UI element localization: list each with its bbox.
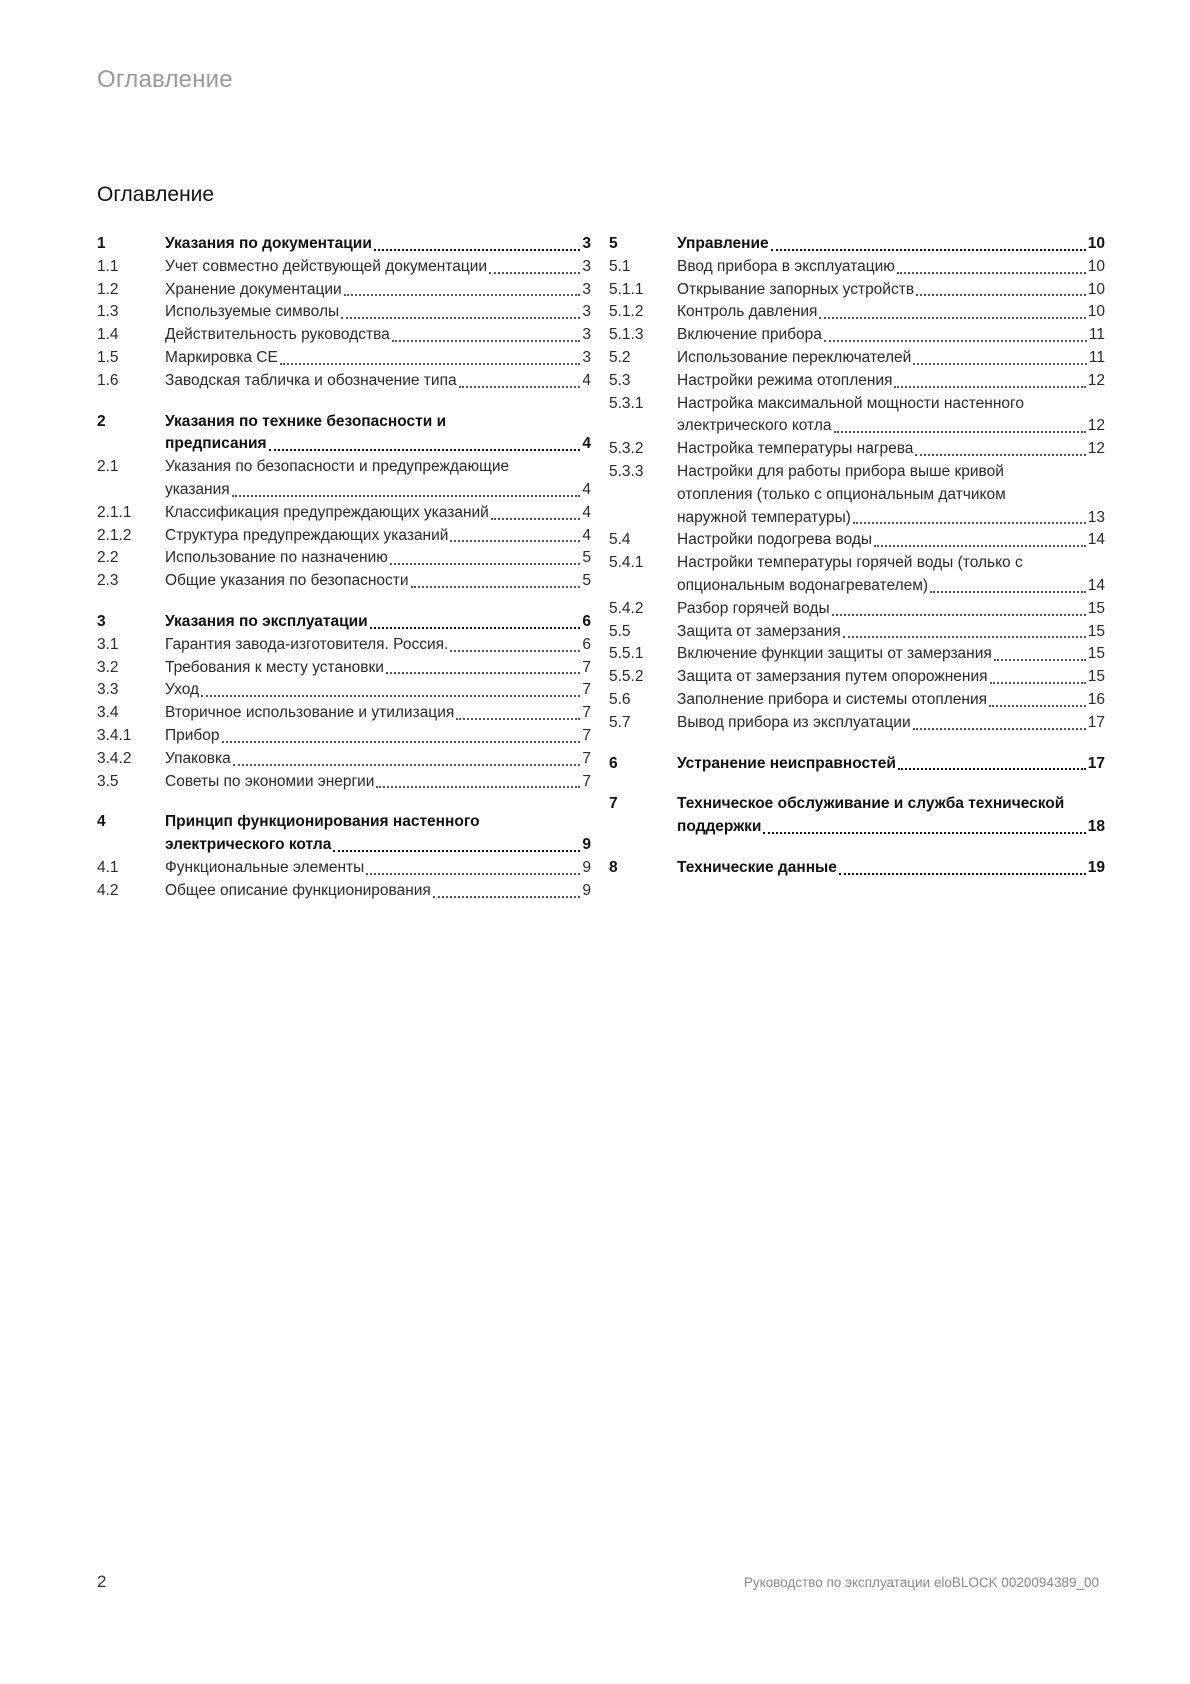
- toc-entry-number: 5.3.1: [609, 394, 644, 412]
- toc-entry-number: 2.1: [97, 458, 119, 476]
- toc-entry[interactable]: [97, 857, 591, 880]
- toc-entry[interactable]: [97, 502, 591, 525]
- toc-entry-body: [165, 748, 591, 771]
- toc-entry-body: [165, 880, 591, 903]
- toc-entry[interactable]: [97, 771, 591, 794]
- toc-page-number: 3: [582, 280, 591, 298]
- toc-entry-number: 1.3: [97, 303, 119, 321]
- toc-entry-body: [677, 301, 1105, 324]
- toc-dot-leader: [450, 649, 580, 652]
- toc-entry[interactable]: [609, 256, 1105, 279]
- toc-entry-body: [677, 666, 1105, 689]
- toc-entry-title: Включение функции защиты от замерзания: [677, 645, 992, 663]
- toc-entry-number: 3.3: [97, 681, 119, 699]
- toc-entry[interactable]: [609, 666, 1105, 689]
- toc-entry[interactable]: [97, 679, 591, 702]
- toc-dot-leader: [222, 740, 581, 743]
- toc-dot-leader: [489, 271, 580, 274]
- toc-entry-number: 5.4.2: [609, 599, 644, 617]
- toc-entry-body: [165, 657, 591, 680]
- toc-dot-leader: [853, 521, 1086, 524]
- toc-entry-body: [677, 643, 1105, 666]
- toc-entry[interactable]: [97, 301, 591, 324]
- toc-page-number: 15: [1087, 599, 1105, 617]
- toc-page-number: 14: [1087, 531, 1105, 549]
- toc-entry-title: Управление: [677, 235, 769, 252]
- toc-chapter-entry[interactable]: [609, 857, 1105, 880]
- toc-entry-body: [165, 525, 591, 548]
- toc-entry[interactable]: [97, 347, 591, 370]
- toc-page-number: 7: [582, 658, 591, 676]
- toc-entry-title: Указания по эксплуатации: [165, 612, 368, 630]
- toc-entry-body: [677, 857, 1105, 880]
- toc-page-number: 13: [1087, 508, 1105, 526]
- toc-page-number: 15: [1087, 645, 1105, 663]
- toc-entry-body: [677, 233, 1105, 256]
- toc-entry-title: электрического котла: [677, 417, 832, 435]
- toc-dot-leader: [433, 895, 581, 898]
- toc-entry-title: Учет совместно действующей документации: [165, 257, 488, 275]
- toc-entry-number: 4.1: [97, 858, 119, 876]
- toc-page-number: 6: [582, 612, 591, 630]
- toc-dot-leader: [763, 831, 1085, 834]
- toc-entry[interactable]: [97, 456, 591, 502]
- toc-dot-leader: [913, 362, 1087, 365]
- toc-entry-title: Принцип функционирования настенного: [165, 813, 480, 831]
- toc-entry-title: Использование по назначению: [165, 549, 388, 567]
- toc-entry-body: [165, 679, 591, 702]
- toc-page-number: 4: [582, 371, 591, 389]
- toc-entry-body: [165, 725, 591, 748]
- toc-entry-title: Настройка температуры нагрева: [677, 440, 914, 458]
- toc-entry[interactable]: [609, 598, 1105, 621]
- toc-entry-number: 3: [97, 612, 106, 630]
- toc-entry-title: Вторичное использование и утилизация: [165, 704, 455, 722]
- running-header: Оглавление: [97, 66, 233, 93]
- toc-entry[interactable]: [609, 301, 1105, 324]
- toc-entry-title: Вывод прибора из эксплуатации: [677, 713, 911, 731]
- toc-entry-title: Указания по документации: [165, 235, 372, 252]
- toc-page-number: 12: [1087, 371, 1105, 389]
- toc-dot-leader: [839, 872, 1086, 875]
- toc-entry-body: [677, 461, 1105, 529]
- toc-page-number: 10: [1087, 303, 1105, 321]
- toc-page-number: 7: [582, 749, 591, 767]
- toc-entry-title: Структура предупреждающих указаний: [165, 526, 449, 544]
- toc-page-number: 18: [1087, 818, 1105, 836]
- toc-entry[interactable]: [97, 570, 591, 593]
- toc-entry-number: 2.3: [97, 572, 119, 590]
- toc-page-number: 7: [582, 772, 591, 790]
- toc-page-number: 5: [582, 549, 591, 567]
- toc-entry[interactable]: [97, 748, 591, 771]
- toc-entry-body: [165, 347, 591, 370]
- toc-entry-body: [165, 324, 591, 347]
- toc-dot-leader: [989, 704, 1086, 707]
- toc-dot-leader: [994, 658, 1086, 661]
- toc-page-number: 9: [582, 836, 591, 854]
- toc-page-number: 10: [1087, 235, 1105, 252]
- toc-entry[interactable]: [609, 621, 1105, 644]
- toc-entry-number: 5.4: [609, 531, 631, 549]
- toc-entry-body: [677, 621, 1105, 644]
- toc-entry-body: [165, 611, 591, 634]
- toc-page-number: 5: [582, 572, 591, 590]
- toc-page-number: 19: [1087, 858, 1105, 876]
- toc-entry-title: Заполнение прибора и системы отопления: [677, 690, 988, 708]
- toc-chapter-entry[interactable]: [97, 233, 591, 256]
- toc-entry-body: [677, 598, 1105, 621]
- toc-entry-number: 5.3.2: [609, 440, 644, 458]
- toc-entry-body: [165, 256, 591, 279]
- toc-entry-body: [677, 689, 1105, 712]
- toc-entry[interactable]: [97, 634, 591, 657]
- toc-entry-number: 3.1: [97, 635, 119, 653]
- toc-entry-number: 3.5: [97, 772, 119, 790]
- toc-entry-title: Контроль давления: [677, 303, 818, 321]
- toc-page-number: 10: [1087, 280, 1105, 298]
- toc-page-number: 15: [1087, 622, 1105, 640]
- toc-entry[interactable]: [609, 461, 1105, 529]
- toc-entry-number: 1: [97, 235, 106, 252]
- toc-dot-leader: [834, 430, 1086, 433]
- toc-entry-title: Классификация предупреждающих указаний: [165, 503, 489, 521]
- toc-entry-body: [677, 256, 1105, 279]
- toc-entry-number: 1.4: [97, 326, 119, 344]
- toc-dot-leader: [894, 385, 1085, 388]
- toc-entry-title: Настройка максимальной мощности настенного: [677, 394, 1024, 412]
- toc-page-number: 3: [582, 303, 591, 321]
- toc-entry-title: Используемые символы: [165, 303, 340, 321]
- toc-entry-title: Настройки для работы прибора выше кривой: [677, 462, 1004, 480]
- toc-entry-title: Указания по технике безопасности и: [165, 412, 447, 430]
- toc-entry[interactable]: [97, 279, 591, 302]
- toc-entry-body: [165, 811, 591, 857]
- toc-dot-leader: [374, 248, 581, 251]
- toc-dot-leader: [280, 362, 581, 365]
- toc-page-number: 17: [1087, 713, 1105, 731]
- toc-entry-title: Действительность руководства: [165, 326, 390, 344]
- toc-entry-body: [677, 529, 1105, 552]
- toc-entry-title: Настройки режима отопления: [677, 371, 893, 389]
- toc-entry[interactable]: [97, 370, 591, 393]
- toc-entry[interactable]: [97, 702, 591, 725]
- toc-entry[interactable]: [97, 880, 591, 903]
- toc-dot-leader: [450, 539, 580, 542]
- toc-entry-number: 5.5: [609, 622, 631, 640]
- toc-page-number: 12: [1087, 417, 1105, 435]
- toc-entry-title: поддержки: [677, 818, 762, 836]
- toc-entry-title: Открывание запорных устройств: [677, 280, 915, 298]
- footer-document-title: Руководство по эксплуатации eloBLOCK 0020094389_00: [743, 1575, 1099, 1590]
- toc-dot-leader: [990, 681, 1086, 684]
- toc-entry-title: Уход: [165, 681, 200, 699]
- toc-entry-title: указания: [165, 480, 230, 498]
- toc-chapter-entry[interactable]: [609, 233, 1105, 256]
- toc-dot-leader: [913, 727, 1086, 730]
- toc-entry-title: Ввод прибора в эксплуатацию: [677, 257, 895, 275]
- toc-entry-number: 1.5: [97, 348, 119, 366]
- toc-entry[interactable]: [609, 529, 1105, 552]
- toc-chapter-entry[interactable]: [97, 611, 591, 634]
- toc-dot-leader: [832, 613, 1086, 616]
- toc-entry-title: Прибор: [165, 726, 220, 744]
- toc-entry-number: 2.1.2: [97, 526, 132, 544]
- toc-entry-title: Хранение документации: [165, 280, 342, 298]
- toc-entry[interactable]: [97, 525, 591, 548]
- toc-entry-number: 5.1.1: [609, 280, 644, 298]
- toc-entry-number: 3.4.2: [97, 749, 132, 767]
- toc-entry-number: 2: [97, 412, 106, 430]
- toc-entry-title: Защита от замерзания: [677, 622, 841, 640]
- toc-entry-number: 3.4: [97, 704, 119, 722]
- toc-entry-body: [165, 570, 591, 593]
- toc-entry-title: наружной температуры): [677, 508, 851, 526]
- toc-entry-body: [165, 456, 591, 502]
- toc-page-number: 12: [1087, 440, 1105, 458]
- toc-entry-body: [165, 411, 591, 457]
- toc-entry-title: предписания: [165, 435, 267, 453]
- toc-dot-leader: [366, 872, 580, 875]
- toc-entry[interactable]: [97, 256, 591, 279]
- toc-entry-title: Требования к месту установки: [165, 658, 384, 676]
- footer-page-number: 2: [97, 1572, 107, 1591]
- toc-entry-title: Настройки подогрева воды: [677, 531, 873, 549]
- toc-chapter-entry[interactable]: [97, 811, 591, 857]
- toc-entry[interactable]: [609, 324, 1105, 347]
- toc-entry[interactable]: [609, 393, 1105, 439]
- toc-page-number: 9: [582, 858, 591, 876]
- toc-entry-number: 8: [609, 858, 618, 876]
- toc-entry-number: 7: [609, 795, 618, 813]
- toc-entry-title: Гарантия завода-изготовителя. Россия.: [165, 635, 449, 653]
- toc-entry-title: электрического котла: [165, 836, 332, 854]
- toc-entry-body: [165, 301, 591, 324]
- toc-dot-leader: [386, 671, 580, 674]
- toc-page-number: 4: [582, 435, 591, 453]
- toc-entry[interactable]: [609, 689, 1105, 712]
- toc-dot-leader: [344, 293, 581, 296]
- toc-entry-title: отопления (только с опциональным датчиком: [677, 485, 1006, 503]
- toc-entry-number: 5.4.1: [609, 554, 644, 572]
- toc-entry-title: Технические данные: [677, 858, 837, 876]
- toc-page-number: 15: [1087, 668, 1105, 686]
- toc-entry-number: 4: [97, 813, 106, 831]
- toc-entry-title: опциональным водонагревателем): [677, 576, 929, 594]
- toc-entry[interactable]: [609, 370, 1105, 393]
- toc-page-number: 4: [582, 480, 591, 498]
- toc-entry-number: 3.2: [97, 658, 119, 676]
- toc-entry[interactable]: [97, 547, 591, 570]
- toc-entry-number: 1.1: [97, 257, 119, 275]
- toc-dot-leader: [491, 517, 581, 520]
- toc-page-number: 10: [1087, 257, 1105, 275]
- toc-dot-leader: [376, 785, 580, 788]
- toc-dot-leader: [930, 590, 1086, 593]
- toc-entry-body: [165, 634, 591, 657]
- toc-dot-leader: [411, 585, 581, 588]
- toc-entry-body: [677, 279, 1105, 302]
- toc-dot-leader: [874, 544, 1086, 547]
- toc-entry-body: [677, 753, 1105, 776]
- toc-entry-number: 5.1.3: [609, 326, 644, 344]
- toc-entry-body: [165, 857, 591, 880]
- toc-entry-number: 5.1: [609, 257, 631, 275]
- toc-entry-title: Маркировка CE: [165, 348, 278, 366]
- toc-entry-number: 1.6: [97, 371, 119, 389]
- toc-entry-title: Защита от замерзания путем опорожнения: [677, 668, 988, 686]
- toc-entry[interactable]: [609, 712, 1105, 735]
- toc-entry-number: 6: [609, 754, 618, 772]
- toc-entry[interactable]: [609, 552, 1105, 598]
- toc-dot-leader: [898, 767, 1086, 770]
- toc-entry-title: Включение прибора: [677, 326, 822, 344]
- toc-entry-number: 5.3: [609, 371, 631, 389]
- toc-entry-body: [677, 370, 1105, 393]
- toc-entry[interactable]: [609, 279, 1105, 302]
- toc-entry-title: Техническое обслуживание и служба технической: [677, 795, 1065, 813]
- toc-entry-title: Настройки температуры горячей воды (только с: [677, 554, 1023, 572]
- toc-entry-body: [165, 370, 591, 393]
- toc-chapter-entry[interactable]: [609, 753, 1105, 776]
- toc-dot-leader: [915, 453, 1085, 456]
- toc-dot-leader: [233, 763, 581, 766]
- toc-entry-body: [165, 233, 591, 256]
- toc-entry-number: 5.6: [609, 690, 631, 708]
- toc-dot-leader: [370, 626, 581, 629]
- toc-entry-number: 5.2: [609, 348, 631, 366]
- toc-dot-leader: [824, 339, 1087, 342]
- toc-page-number: 3: [582, 348, 591, 366]
- toc-dot-leader: [333, 849, 580, 852]
- toc-entry-number: 4.2: [97, 881, 119, 899]
- toc-page-number: 7: [582, 726, 591, 744]
- toc-dot-leader: [341, 316, 580, 319]
- toc-entry-body: [677, 552, 1105, 598]
- toc-entry-number: 2.1.1: [97, 503, 132, 521]
- toc-entry[interactable]: [97, 657, 591, 680]
- toc-entry-number: 5.7: [609, 713, 631, 731]
- toc-dot-leader: [390, 562, 581, 565]
- toc-page-number: 3: [582, 235, 591, 252]
- toc-entry-body: [165, 702, 591, 725]
- toc-entry[interactable]: [609, 347, 1105, 370]
- toc-entry[interactable]: [609, 438, 1105, 461]
- toc-entry-body: [677, 324, 1105, 347]
- toc-entry-body: [165, 547, 591, 570]
- toc-entry-number: 5.5.2: [609, 668, 644, 686]
- toc-page-number: 17: [1087, 754, 1105, 772]
- toc-dot-leader: [201, 694, 580, 697]
- toc-dot-leader: [843, 635, 1086, 638]
- toc-chapter-entry[interactable]: [609, 793, 1105, 839]
- toc-page-number: 11: [1088, 326, 1105, 344]
- toc-dot-leader: [819, 316, 1085, 319]
- toc-entry-title: Советы по экономии энергии: [165, 772, 375, 790]
- toc-page-number: 6: [582, 635, 591, 653]
- toc-right-column: [609, 233, 1105, 880]
- toc-entry-body: [165, 771, 591, 794]
- toc-entry-number: 5: [609, 235, 618, 252]
- toc-dot-leader: [269, 448, 581, 451]
- toc-page-number: 14: [1087, 576, 1105, 594]
- toc-entry-body: [677, 438, 1105, 461]
- toc-page-number: 4: [582, 503, 591, 521]
- toc-page-number: 11: [1088, 348, 1105, 366]
- toc-entry-number: 5.3.3: [609, 462, 644, 480]
- toc-dot-leader: [392, 339, 581, 342]
- toc-dot-leader: [459, 385, 581, 388]
- toc-title: Оглавление: [97, 183, 215, 206]
- toc-entry-body: [165, 502, 591, 525]
- toc-entry-number: 5.1.2: [609, 303, 644, 321]
- toc-entry[interactable]: [97, 324, 591, 347]
- toc-dot-leader: [771, 248, 1086, 251]
- toc-page-number: 9: [582, 881, 591, 899]
- toc-chapter-entry[interactable]: [97, 411, 591, 457]
- toc-page-number: 4: [582, 526, 591, 544]
- toc-page-number: 3: [582, 257, 591, 275]
- toc-entry-title: Общее описание функционирования: [165, 881, 431, 899]
- toc-entry-body: [165, 279, 591, 302]
- toc-entry[interactable]: [97, 725, 591, 748]
- toc-page-number: 3: [582, 326, 591, 344]
- toc-entry-title: Разбор горячей воды: [677, 599, 830, 617]
- toc-dot-leader: [916, 293, 1086, 296]
- toc-entry-number: 3.4.1: [97, 726, 132, 744]
- toc-entry-number: 2.2: [97, 549, 119, 567]
- toc-page-number: 7: [582, 704, 591, 722]
- toc-left-column: [97, 233, 591, 903]
- toc-page-number: 7: [582, 681, 591, 699]
- toc-entry-title: Устранение неисправностей: [677, 754, 896, 772]
- toc-entry-number: 1.2: [97, 280, 119, 298]
- toc-entry-title: Заводская табличка и обозначение типа: [165, 371, 457, 389]
- toc-entry-body: [677, 393, 1105, 439]
- toc-entry-title: Указания по безопасности и предупреждающие: [165, 458, 510, 476]
- toc-entry-body: [677, 793, 1105, 839]
- toc-entry-body: [677, 347, 1105, 370]
- toc-dot-leader: [897, 271, 1086, 274]
- toc-entry-body: [677, 712, 1105, 735]
- toc-dot-leader: [232, 494, 581, 497]
- toc-page-number: 16: [1087, 690, 1105, 708]
- toc-dot-leader: [456, 717, 580, 720]
- toc-entry-title: Упаковка: [165, 749, 231, 767]
- toc-entry-number: 5.5.1: [609, 645, 644, 663]
- toc-entry-title: Общие указания по безопасности: [165, 572, 409, 590]
- toc-entry[interactable]: [609, 643, 1105, 666]
- toc-entry-title: Использование переключателей: [677, 348, 912, 366]
- toc-entry-title: Функциональные элементы: [165, 858, 365, 876]
